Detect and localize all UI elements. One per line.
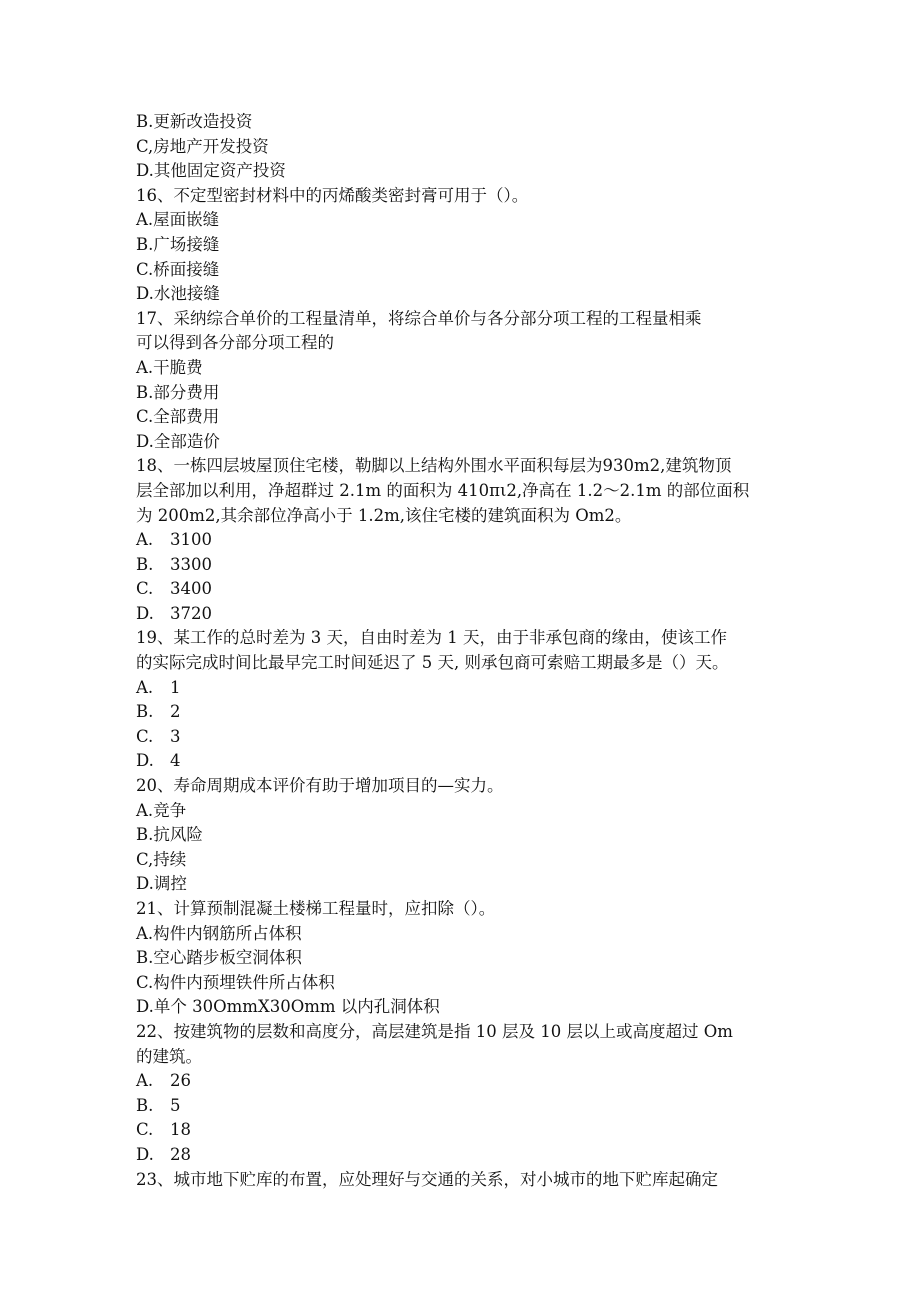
answer-option	[136, 110, 796, 135]
question-line	[136, 1168, 796, 1193]
answer-option	[136, 848, 796, 873]
option-text: 18	[170, 1120, 191, 1140]
question-line	[136, 504, 796, 529]
question-text: 可以得到各分部分项工程的	[136, 333, 334, 353]
option-text: B.空心踏步板空洞体积	[136, 948, 302, 968]
question-line	[136, 184, 796, 209]
question-text: 层全部加以利用，净超群过 2.1m 的面积为 410πι2,净高在 1.2～2.1m 的部位面积	[136, 480, 750, 500]
answer-option	[136, 995, 796, 1020]
answer-option	[136, 208, 796, 233]
option-text: B.抗风险	[136, 825, 203, 845]
document-page	[136, 110, 796, 1192]
answer-option	[136, 282, 796, 307]
option-text: 3300	[170, 554, 212, 574]
answer-option	[136, 577, 796, 602]
question-line	[136, 626, 796, 651]
answer-option	[136, 676, 796, 701]
question-line	[136, 454, 796, 479]
answer-option	[136, 946, 796, 971]
option-text: 1	[170, 677, 181, 697]
option-letter: C.	[136, 726, 154, 746]
answer-option	[136, 233, 796, 258]
option-letter: B.	[136, 554, 154, 574]
answer-option	[136, 725, 796, 750]
answer-option	[136, 1069, 796, 1094]
question-text: 22、按建筑物的层数和高度分，高层建筑是指 10 层及 10 层以上或高度超过 Om	[136, 1021, 733, 1041]
answer-option	[136, 135, 796, 160]
question-text: 为 200m2,其余部位净高小于 1.2m,该住宅楼的建筑面积为 Om2。	[136, 505, 632, 525]
option-letter: B.	[136, 702, 154, 722]
option-text: C.构件内预埋铁件所占体积	[136, 972, 335, 992]
option-text: 3400	[170, 579, 212, 599]
question-text: 20、寿命周期成本评价有助于增加项目的—实力。	[136, 776, 504, 796]
option-text: 4	[170, 751, 181, 771]
option-text: 3720	[170, 603, 212, 623]
question-text: 23、城市地下贮库的布置，应处理好与交通的关系，对小城市的地下贮库起确定	[136, 1169, 718, 1189]
option-text: 2	[170, 702, 181, 722]
option-letter: B.	[136, 1095, 154, 1115]
option-text: D.其他固定资产投资	[136, 161, 286, 181]
question-line	[136, 774, 796, 799]
answer-option	[136, 381, 796, 406]
question-text: 21、计算预制混凝土楼梯工程量时，应扣除（）。	[136, 899, 496, 918]
option-text: D.单个 30OmmX30Omm 以内孔洞体积	[136, 997, 440, 1017]
option-text: B.更新改造投资	[136, 112, 253, 131]
answer-option	[136, 922, 796, 947]
answer-option	[136, 799, 796, 824]
question-text: 17、采纳综合单价的工程量清单，将综合单价与各分部分项工程的工程量相乘	[136, 308, 702, 328]
answer-option	[136, 1143, 796, 1168]
question-text: 的建筑。	[136, 1046, 202, 1066]
question-line	[136, 1045, 796, 1070]
option-text: 3100	[170, 530, 212, 550]
answer-option	[136, 823, 796, 848]
answer-option	[136, 258, 796, 283]
option-text: C,房地产开发投资	[136, 136, 269, 156]
option-text: C.桥面接缝	[136, 259, 220, 279]
answer-option	[136, 430, 796, 455]
answer-option	[136, 872, 796, 897]
answer-option	[136, 971, 796, 996]
option-letter: D.	[136, 603, 154, 623]
question-text: 的实际完成时间比最早完工时间延迟了 5 天, 则承包商可索赔工期最多是（）天。	[136, 653, 729, 673]
option-letter: D.	[136, 751, 154, 771]
option-letter: A.	[136, 530, 154, 550]
option-text: A.屋面嵌缝	[136, 210, 220, 230]
answer-option	[136, 159, 796, 184]
answer-option	[136, 528, 796, 553]
answer-option	[136, 405, 796, 430]
option-text: D.全部造价	[136, 431, 220, 451]
option-text: 26	[170, 1071, 191, 1091]
option-text: B.部分费用	[136, 382, 220, 402]
answer-option	[136, 749, 796, 774]
option-text: 3	[170, 726, 181, 746]
answer-option	[136, 553, 796, 578]
option-text: A.竞争	[136, 800, 187, 820]
option-letter: C.	[136, 579, 154, 599]
answer-option	[136, 1094, 796, 1119]
question-line	[136, 651, 796, 676]
question-line	[136, 331, 796, 356]
answer-option	[136, 602, 796, 627]
answer-option	[136, 1118, 796, 1143]
answer-option	[136, 356, 796, 381]
option-text: 28	[170, 1144, 191, 1164]
question-text: 16、不定型密封材料中的丙烯酸类密封膏可用于（）。	[136, 185, 529, 205]
option-text: A.构件内钢筋所占体积	[136, 923, 302, 943]
option-letter: C.	[136, 1120, 154, 1140]
option-text: D.水池接缝	[136, 284, 220, 304]
option-text: 5	[170, 1095, 181, 1115]
option-text: A.干脆费	[136, 357, 203, 377]
option-text: B.广场接缝	[136, 234, 220, 254]
question-text: 19、某工作的总时差为 3 天，自由时差为 1 天，由于非承包商的缘由，使该工作	[136, 628, 727, 648]
option-letter: A.	[136, 1071, 154, 1091]
question-line	[136, 307, 796, 332]
question-line	[136, 479, 796, 504]
question-line	[136, 897, 796, 922]
question-line	[136, 1020, 796, 1045]
option-text: D.调控	[136, 874, 187, 894]
option-letter: D.	[136, 1144, 154, 1164]
option-letter: A.	[136, 677, 154, 697]
answer-option	[136, 700, 796, 725]
option-text: C.全部费用	[136, 407, 220, 427]
option-text: C,持续	[136, 849, 187, 869]
question-text: 18、一栋四层坡屋顶住宅楼，勒脚以上结构外围水平面积每层为930m2,建筑物顶	[136, 456, 732, 476]
